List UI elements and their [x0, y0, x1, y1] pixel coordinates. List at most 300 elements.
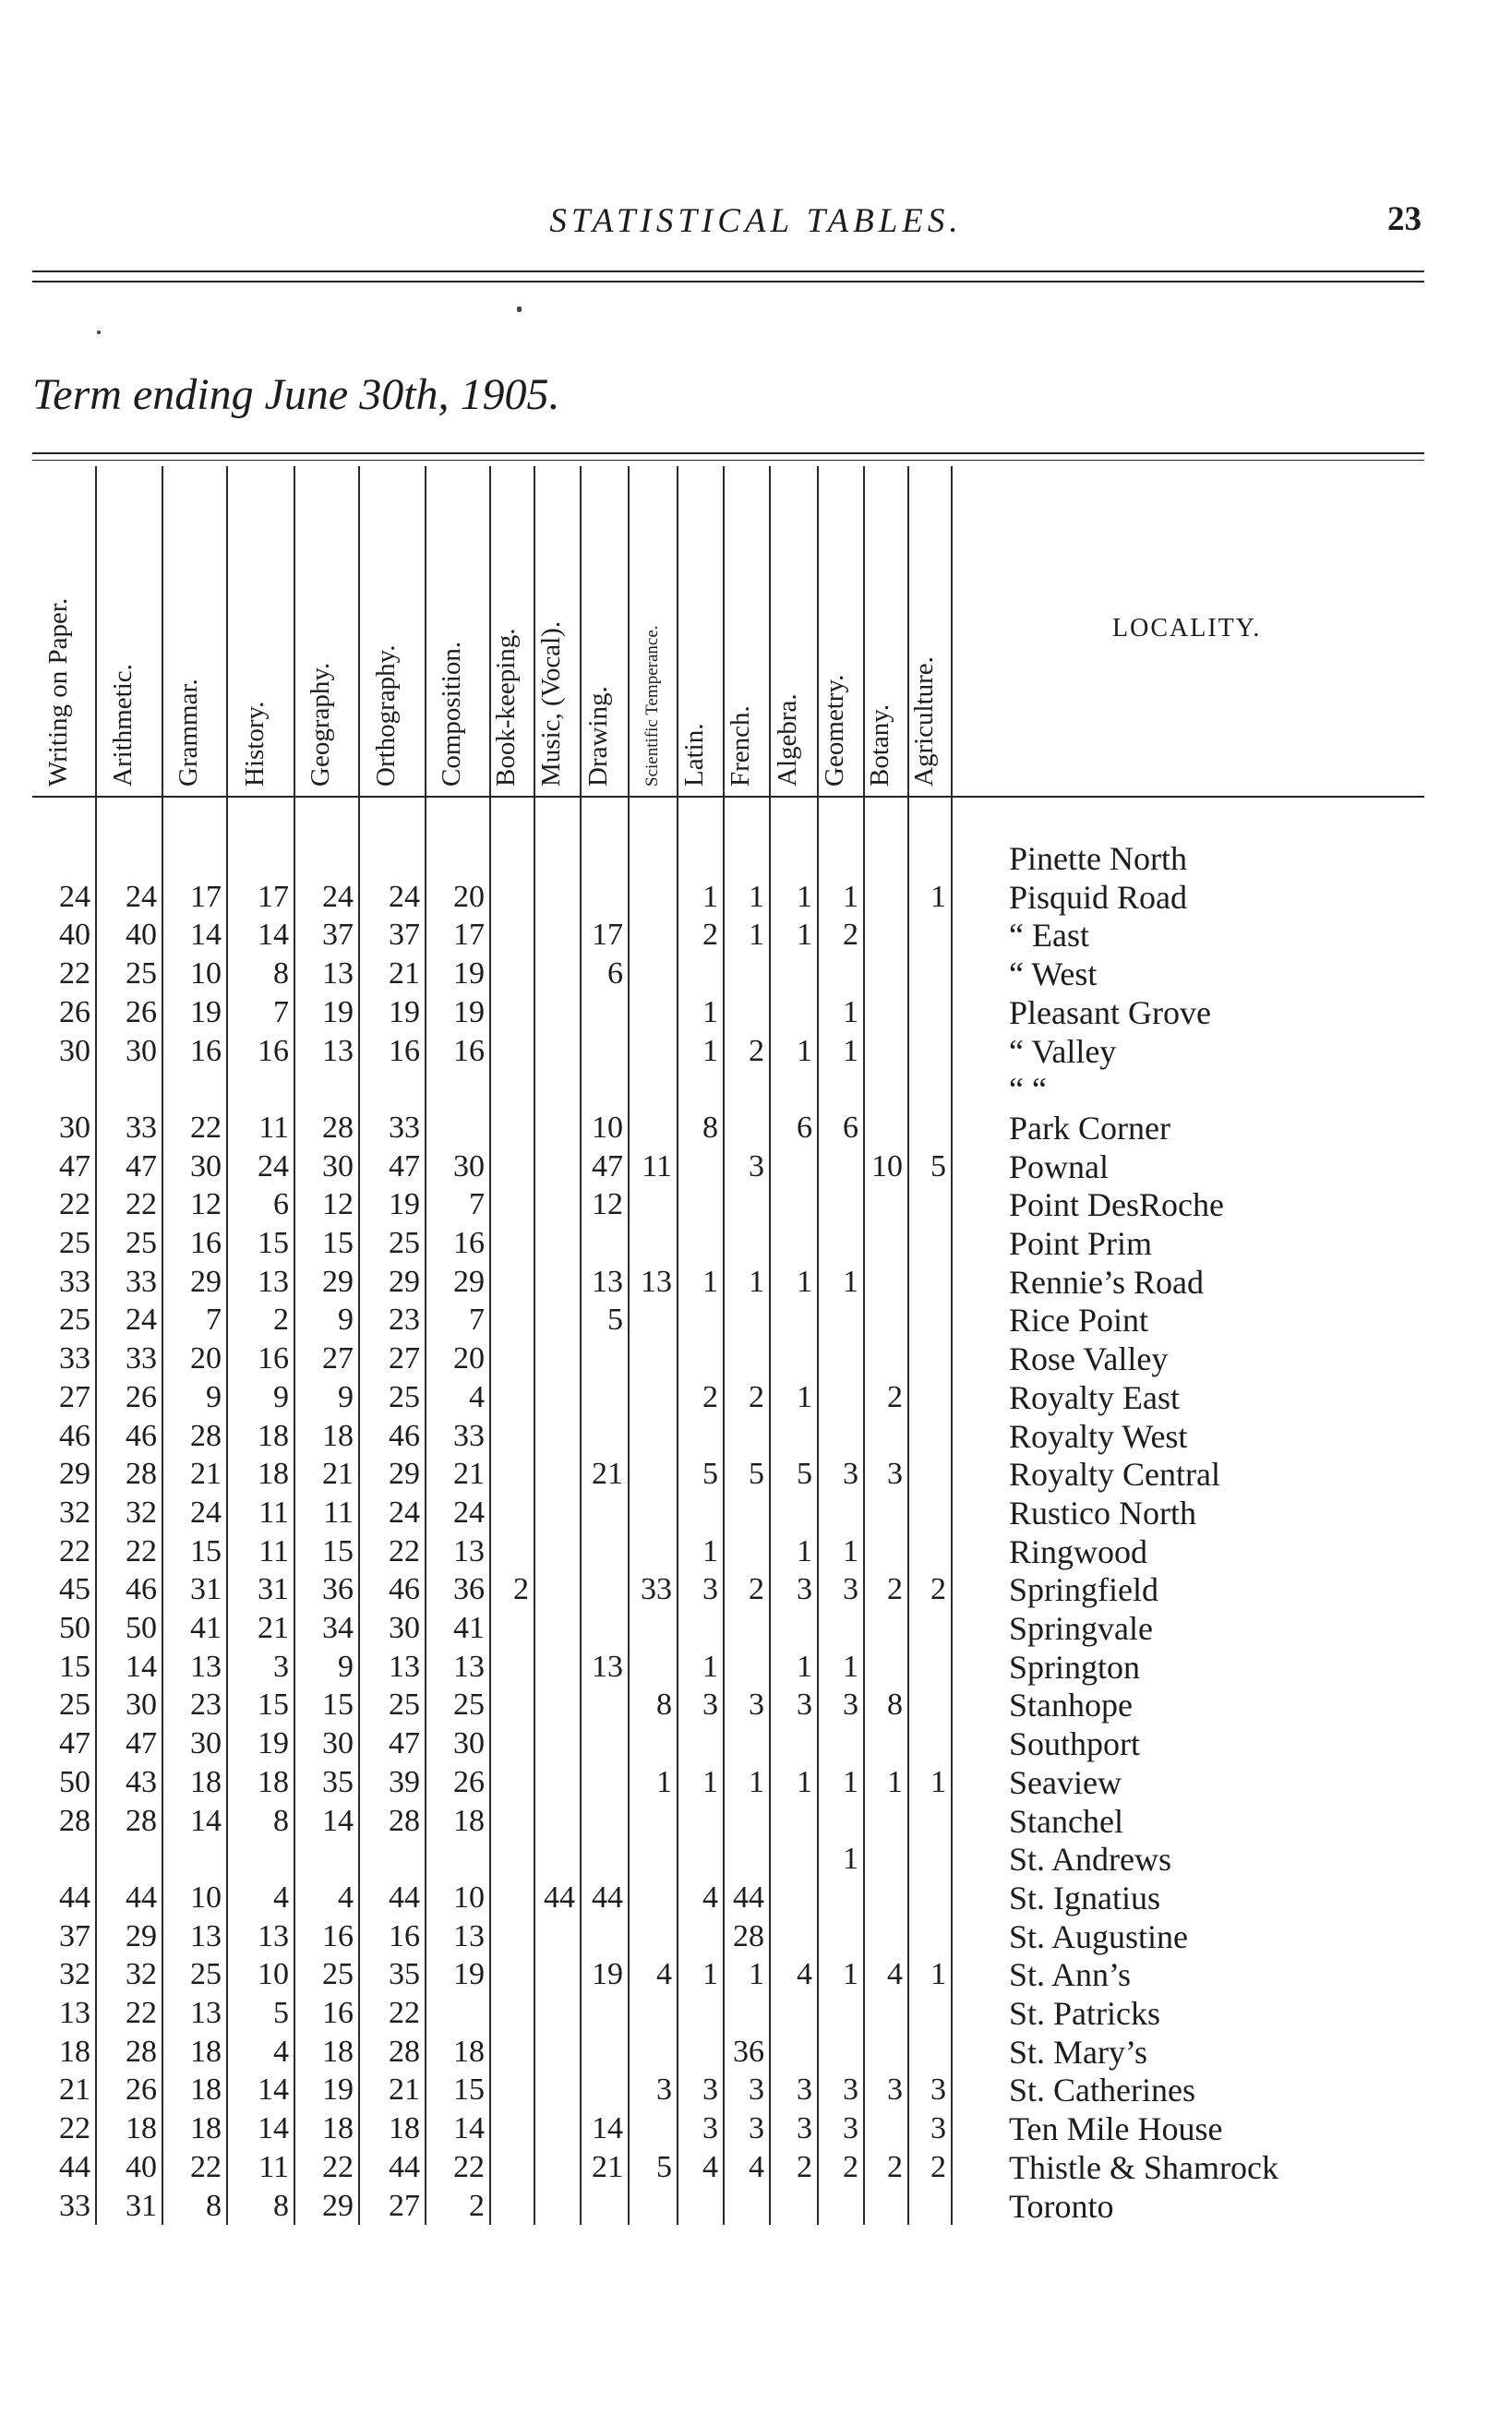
table-cell: 3 — [702, 2111, 718, 2146]
table-cell: 18 — [322, 1418, 354, 1453]
column-header: Latin. — [679, 723, 709, 787]
table-cell: 13 — [453, 1918, 485, 1953]
table-cell: 5 — [749, 1457, 764, 1492]
table-cell: 44 — [733, 1880, 764, 1915]
table-cell: 25 — [59, 1226, 90, 1260]
table-cell: 19 — [322, 994, 354, 1029]
table-cell: 47 — [592, 1148, 623, 1183]
table-cell: 30 — [389, 1611, 420, 1645]
table-cell: 30 — [453, 1726, 485, 1761]
table-cell: 1 — [797, 1649, 812, 1684]
table-cell: 1 — [843, 1842, 858, 1877]
table-cell: 7 — [206, 1303, 222, 1338]
table-cell: 9 — [338, 1379, 354, 1414]
table-cell: 27 — [389, 1341, 420, 1376]
table-cell: 7 — [273, 994, 289, 1029]
table-cell: 5 — [273, 1996, 289, 2030]
table-cell: 26 — [126, 2073, 157, 2108]
table-cell: 24 — [59, 879, 90, 914]
table-cell: 33 — [453, 1418, 485, 1453]
table-cell: 1 — [702, 994, 718, 1029]
table-cell: 13 — [190, 1649, 222, 1684]
header-rule-bottom — [32, 281, 1424, 282]
table-cell: 30 — [322, 1148, 354, 1183]
table-cell: 19 — [592, 1957, 623, 1992]
table-cell: 1 — [702, 1533, 718, 1568]
table-cell: 2 — [469, 2188, 485, 2223]
table-cell: 1 — [843, 1649, 858, 1684]
locality-name: Seaview — [1009, 1763, 1122, 1801]
table-cell: 26 — [453, 1764, 485, 1799]
table-cell: 18 — [258, 1764, 289, 1799]
table-cell: 13 — [322, 956, 354, 991]
table-cell: 22 — [126, 1533, 157, 1568]
table-cell: 47 — [389, 1148, 420, 1183]
table-cell: 47 — [126, 1148, 157, 1183]
table-cell: 10 — [190, 956, 222, 991]
table-cell: 14 — [258, 2111, 289, 2146]
table-cell: 18 — [190, 2034, 222, 2069]
table-cell: 3 — [702, 1688, 718, 1723]
table-cell: 18 — [453, 1803, 485, 1838]
table-cell: 44 — [389, 2149, 420, 2184]
column-header: Scientific Temperance. — [642, 625, 662, 787]
table-cell: 10 — [592, 1110, 623, 1145]
table-cell: 30 — [126, 1688, 157, 1723]
table-cell: 16 — [389, 1033, 420, 1068]
locality-name: Pownal — [1009, 1147, 1109, 1185]
table-cell: 30 — [59, 1033, 90, 1068]
table-cell: 21 — [453, 1457, 485, 1492]
table-cell: 1 — [797, 1533, 812, 1568]
table-cell: 3 — [273, 1649, 289, 1684]
table-cell: 19 — [453, 1957, 485, 1992]
table-cell: 22 — [322, 2149, 354, 2184]
table-cell: 25 — [389, 1379, 420, 1414]
table-cell: 28 — [126, 1803, 157, 1838]
column-header: Drawing. — [583, 686, 613, 787]
table-cell: 15 — [322, 1533, 354, 1568]
table-cell: 5 — [607, 1303, 623, 1338]
locality-name: “ West — [1009, 955, 1098, 993]
table-cell: 15 — [258, 1226, 289, 1260]
table-cell: 6 — [797, 1110, 812, 1145]
table-cell: 30 — [59, 1110, 90, 1145]
table-cell: 9 — [338, 1649, 354, 1684]
table-cell: 18 — [59, 2034, 90, 2069]
table-cell: 46 — [389, 1418, 420, 1453]
table-cell: 44 — [126, 1880, 157, 1915]
table-cell: 9 — [273, 1379, 289, 1414]
table-cell: 8 — [887, 1688, 903, 1723]
table-cell: 15 — [190, 1533, 222, 1568]
table-cell: 45 — [59, 1572, 90, 1607]
table-cell: 24 — [126, 1303, 157, 1338]
table-cell: 16 — [322, 1996, 354, 2030]
table-cell: 9 — [338, 1303, 354, 1338]
table-cell: 25 — [453, 1688, 485, 1723]
table-cell: 25 — [59, 1688, 90, 1723]
table-cell: 44 — [59, 2149, 90, 2184]
locality-name: Rose Valley — [1009, 1340, 1169, 1378]
table-cell: 1 — [887, 1764, 903, 1799]
table-cell: 28 — [389, 1803, 420, 1838]
table-cell: 28 — [322, 1110, 354, 1145]
table-cell: 17 — [453, 918, 485, 953]
table-cell: 40 — [126, 918, 157, 953]
table-cell: 1 — [930, 879, 946, 914]
table-cell: 22 — [389, 1533, 420, 1568]
table-cell: 2 — [702, 1379, 718, 1414]
table-cell: 25 — [126, 956, 157, 991]
table-cell: 6 — [607, 956, 623, 991]
table-cell: 9 — [206, 1379, 222, 1414]
table-cell: 33 — [126, 1110, 157, 1145]
table-cell: 3 — [656, 2073, 672, 2108]
table-cell: 11 — [258, 1495, 289, 1530]
table-cell: 33 — [59, 2188, 90, 2223]
table-cell: 35 — [322, 1764, 354, 1799]
table-cell: 4 — [338, 1880, 354, 1915]
table-cell: 3 — [702, 2073, 718, 2108]
table-cell: 15 — [322, 1226, 354, 1260]
locality-name: Springton — [1009, 1648, 1141, 1686]
table-cell: 12 — [322, 1187, 354, 1222]
table-cell: 14 — [453, 2111, 485, 2146]
table-cell: 37 — [322, 918, 354, 953]
table-cell: 1 — [749, 879, 764, 914]
table-cell: 6 — [273, 1187, 289, 1222]
locality-name: Ten Mile House — [1009, 2110, 1223, 2148]
table-cell: 32 — [126, 1957, 157, 1992]
locality-name: St. Ignatius — [1009, 1879, 1161, 1916]
table-cell: 47 — [59, 1726, 90, 1761]
table-cell: 50 — [59, 1611, 90, 1645]
table-cell: 11 — [642, 1148, 672, 1183]
table-cell: 34 — [322, 1611, 354, 1645]
table-cell: 28 — [190, 1418, 222, 1453]
table-cell: 18 — [258, 1457, 289, 1492]
page-header-title: STATISTICAL TABLES. — [549, 202, 963, 240]
table-cell: 19 — [453, 956, 485, 991]
table-cell: 1 — [702, 879, 718, 914]
table-cell: 13 — [453, 1533, 485, 1568]
table-cell: 18 — [190, 1764, 222, 1799]
table-cell: 46 — [59, 1418, 90, 1453]
column-rule — [534, 466, 535, 2225]
locality-name: Southport — [1009, 1725, 1141, 1763]
table-cell: 46 — [126, 1418, 157, 1453]
table-cell: 1 — [656, 1764, 672, 1799]
table-cell: 26 — [126, 994, 157, 1029]
column-header: Algebra. — [773, 693, 802, 787]
table-cell: 33 — [641, 1572, 672, 1607]
table-cell: 12 — [592, 1187, 623, 1222]
table-cell: 3 — [843, 1457, 858, 1492]
table-cell: 1 — [749, 918, 764, 953]
table-cell: 20 — [453, 879, 485, 914]
table-cell: 1 — [702, 1764, 718, 1799]
table-cell: 44 — [389, 1880, 420, 1915]
table-cell: 5 — [930, 1148, 946, 1183]
column-header: Music, (Vocal). — [536, 620, 566, 787]
column-header: French. — [726, 705, 755, 787]
table-cell: 29 — [389, 1457, 420, 1492]
column-rule — [294, 466, 295, 2225]
locality-name: Thistle & Shamrock — [1009, 2148, 1278, 2186]
table-cell: 39 — [389, 1764, 420, 1799]
table-cell: 31 — [258, 1572, 289, 1607]
table-cell: 2 — [843, 2149, 858, 2184]
table-cell: 32 — [126, 1495, 157, 1530]
table-cell: 15 — [453, 2073, 485, 2108]
table-cell: 50 — [126, 1611, 157, 1645]
table-cell: 4 — [469, 1379, 485, 1414]
table-cell: 4 — [702, 2149, 718, 2184]
table-cell: 30 — [190, 1148, 222, 1183]
table-cell: 3 — [843, 2073, 858, 2108]
locality-name: Stanchel — [1009, 1802, 1123, 1840]
table-cell: 29 — [126, 1918, 157, 1953]
table-cell: 21 — [592, 2149, 623, 2184]
table-cell: 32 — [59, 1495, 90, 1530]
table-cell: 14 — [190, 1803, 222, 1838]
table-cell: 29 — [389, 1264, 420, 1299]
table-cell: 16 — [190, 1033, 222, 1068]
print-speck — [97, 330, 101, 334]
table-cell: 31 — [190, 1572, 222, 1607]
table-cell: 14 — [258, 918, 289, 953]
table-cell: 1 — [843, 1264, 858, 1299]
table-cell: 22 — [59, 1187, 90, 1222]
table-cell: 44 — [592, 1880, 623, 1915]
table-cell: 21 — [59, 2073, 90, 2108]
table-cell: 1 — [797, 1764, 812, 1799]
table-cell: 21 — [389, 2073, 420, 2108]
table-cell: 13 — [389, 1649, 420, 1684]
table-cell: 8 — [702, 1110, 718, 1145]
table-cell: 41 — [453, 1611, 485, 1645]
table-cell: 1 — [797, 1379, 812, 1414]
table-cell: 11 — [258, 2149, 289, 2184]
table-cell: 10 — [871, 1148, 903, 1183]
table-cell: 25 — [190, 1957, 222, 1992]
table-cell: 13 — [190, 1918, 222, 1953]
locality-name: Ringwood — [1009, 1532, 1148, 1570]
table-cell: 22 — [190, 1110, 222, 1145]
table-cell: 13 — [453, 1649, 485, 1684]
table-cell: 5 — [702, 1457, 718, 1492]
table-cell: 18 — [126, 2111, 157, 2146]
table-cell: 47 — [59, 1148, 90, 1183]
table-cell: 4 — [273, 2034, 289, 2069]
table-cell: 40 — [126, 2149, 157, 2184]
locality-name: Toronto — [1009, 2187, 1114, 2225]
table-cell: 24 — [389, 879, 420, 914]
locality-name: St. Catherines — [1009, 2072, 1195, 2109]
table-cell: 11 — [258, 1110, 289, 1145]
table-cell: 37 — [59, 1918, 90, 1953]
table-cell: 21 — [258, 1611, 289, 1645]
table-cell: 4 — [749, 2149, 764, 2184]
table-cell: 11 — [323, 1495, 354, 1530]
table-cell: 22 — [59, 2111, 90, 2146]
table-cell: 14 — [126, 1649, 157, 1684]
table-cell: 41 — [190, 1611, 222, 1645]
table-cell: 31 — [126, 2188, 157, 2223]
table-cell: 14 — [592, 2111, 623, 2146]
table-cell: 24 — [389, 1495, 420, 1530]
table-cell: 3 — [702, 1572, 718, 1607]
table-cell: 30 — [453, 1148, 485, 1183]
column-rule — [226, 466, 228, 2225]
table-cell: 8 — [273, 2188, 289, 2223]
table-cell: 10 — [258, 1957, 289, 1992]
table-cell: 3 — [930, 2073, 946, 2108]
table-cell: 10 — [453, 1880, 485, 1915]
table-cell: 3 — [887, 2073, 903, 2108]
table-cell: 14 — [190, 918, 222, 953]
table-cell: 16 — [389, 1918, 420, 1953]
table-cell: 16 — [190, 1226, 222, 1260]
locality-name: Springfield — [1009, 1571, 1158, 1609]
locality-name: Rennie’s Road — [1009, 1263, 1204, 1301]
table-cell: 23 — [190, 1688, 222, 1723]
column-header: Composition. — [437, 641, 466, 787]
locality-name: “ “ — [1009, 1071, 1047, 1109]
table-cell: 22 — [59, 956, 90, 991]
table-top-rule-2 — [32, 460, 1424, 461]
table-cell: 1 — [702, 1649, 718, 1684]
table-cell: 18 — [258, 1418, 289, 1453]
table-cell: 5 — [656, 2149, 672, 2184]
table-cell: 12 — [190, 1187, 222, 1222]
table-cell: 18 — [322, 2111, 354, 2146]
table-cell: 19 — [322, 2073, 354, 2108]
table-cell: 2 — [702, 918, 718, 953]
column-header: Botany. — [865, 703, 894, 787]
table-cell: 22 — [389, 1996, 420, 2030]
table-cell: 7 — [469, 1303, 485, 1338]
table-cell: 33 — [126, 1341, 157, 1376]
table-cell: 28 — [126, 1457, 157, 1492]
table-cell: 33 — [59, 1264, 90, 1299]
table-cell: 26 — [126, 1379, 157, 1414]
table-cell: 13 — [641, 1264, 672, 1299]
table-cell: 13 — [322, 1033, 354, 1068]
table-cell: 16 — [258, 1033, 289, 1068]
table-cell: 2 — [843, 918, 858, 953]
table-cell: 44 — [59, 1880, 90, 1915]
column-rule — [162, 466, 163, 2225]
table-cell: 24 — [322, 879, 354, 914]
table-cell: 3 — [749, 1688, 764, 1723]
table-cell: 20 — [453, 1341, 485, 1376]
table-cell: 50 — [59, 1764, 90, 1799]
locality-name: St. Ann’s — [1009, 1956, 1132, 1994]
column-rule — [95, 466, 97, 2225]
locality-name: “ East — [1009, 917, 1089, 955]
table-cell: 25 — [322, 1957, 354, 1992]
table-subtitle: Term ending June 30th, 1905. — [32, 370, 560, 419]
table-cell: 1 — [797, 1264, 812, 1299]
table-cell: 2 — [749, 1572, 764, 1607]
locality-name: Point Prim — [1009, 1225, 1153, 1262]
table-cell: 16 — [453, 1033, 485, 1068]
table-cell: 24 — [258, 1148, 289, 1183]
table-cell: 1 — [749, 1957, 764, 1992]
table-cell: 10 — [190, 1880, 222, 1915]
column-rule — [489, 466, 491, 2225]
locality-name: Royalty Central — [1009, 1456, 1220, 1494]
column-header: Geometry. — [820, 674, 849, 787]
table-cell: 17 — [258, 879, 289, 914]
table-cell: 1 — [930, 1764, 946, 1799]
locality-name: St. Augustine — [1009, 1917, 1189, 1955]
table-cell: 47 — [126, 1726, 157, 1761]
table-cell: 14 — [258, 2073, 289, 2108]
table-cell: 25 — [389, 1688, 420, 1723]
table-cell: 8 — [273, 956, 289, 991]
column-header: History. — [239, 701, 270, 787]
locality-name: “ Valley — [1009, 1032, 1117, 1070]
column-rule — [951, 466, 953, 2225]
table-cell: 30 — [190, 1726, 222, 1761]
table-cell: 47 — [389, 1726, 420, 1761]
table-cell: 18 — [322, 2034, 354, 2069]
locality-name: Park Corner — [1009, 1109, 1170, 1147]
table-cell: 2 — [930, 1572, 946, 1607]
table-cell: 22 — [59, 1533, 90, 1568]
table-cell: 28 — [733, 1918, 764, 1953]
table-cell: 2 — [887, 1379, 903, 1414]
locality-name: Royalty East — [1009, 1378, 1180, 1416]
table-cell: 30 — [322, 1726, 354, 1761]
table-cell: 25 — [59, 1303, 90, 1338]
table-cell: 25 — [126, 1226, 157, 1260]
column-rule — [358, 466, 360, 2225]
column-header: Orthography. — [371, 644, 401, 787]
table-cell: 18 — [453, 2034, 485, 2069]
locality-name: St. Patricks — [1009, 1995, 1161, 2032]
page-number: 23 — [1387, 200, 1422, 238]
table-cell: 18 — [190, 2111, 222, 2146]
table-cell: 36 — [322, 1572, 354, 1607]
column-header: Book-keeping. — [491, 628, 521, 787]
table-cell: 4 — [656, 1957, 672, 1992]
table-cell: 18 — [389, 2111, 420, 2146]
column-header: Writing on Paper. — [43, 597, 73, 787]
table-cell: 35 — [389, 1957, 420, 1992]
table-cell: 24 — [453, 1495, 485, 1530]
table-cell: 8 — [273, 1803, 289, 1838]
table-cell: 4 — [887, 1957, 903, 1992]
table-cell: 1 — [930, 1957, 946, 1992]
table-cell: 16 — [453, 1226, 485, 1260]
table-cell: 2 — [513, 1572, 529, 1607]
table-cell: 27 — [59, 1379, 90, 1414]
table-cell: 3 — [887, 1457, 903, 1492]
table-cell: 2 — [887, 2149, 903, 2184]
table-cell: 21 — [389, 956, 420, 991]
table-cell: 29 — [453, 1264, 485, 1299]
table-cell: 3 — [843, 1572, 858, 1607]
table-cell: 13 — [59, 1996, 90, 2030]
table-cell: 28 — [126, 2034, 157, 2069]
table-cell: 18 — [190, 2073, 222, 2108]
table-cell: 1 — [843, 1033, 858, 1068]
table-cell: 3 — [797, 1688, 812, 1723]
